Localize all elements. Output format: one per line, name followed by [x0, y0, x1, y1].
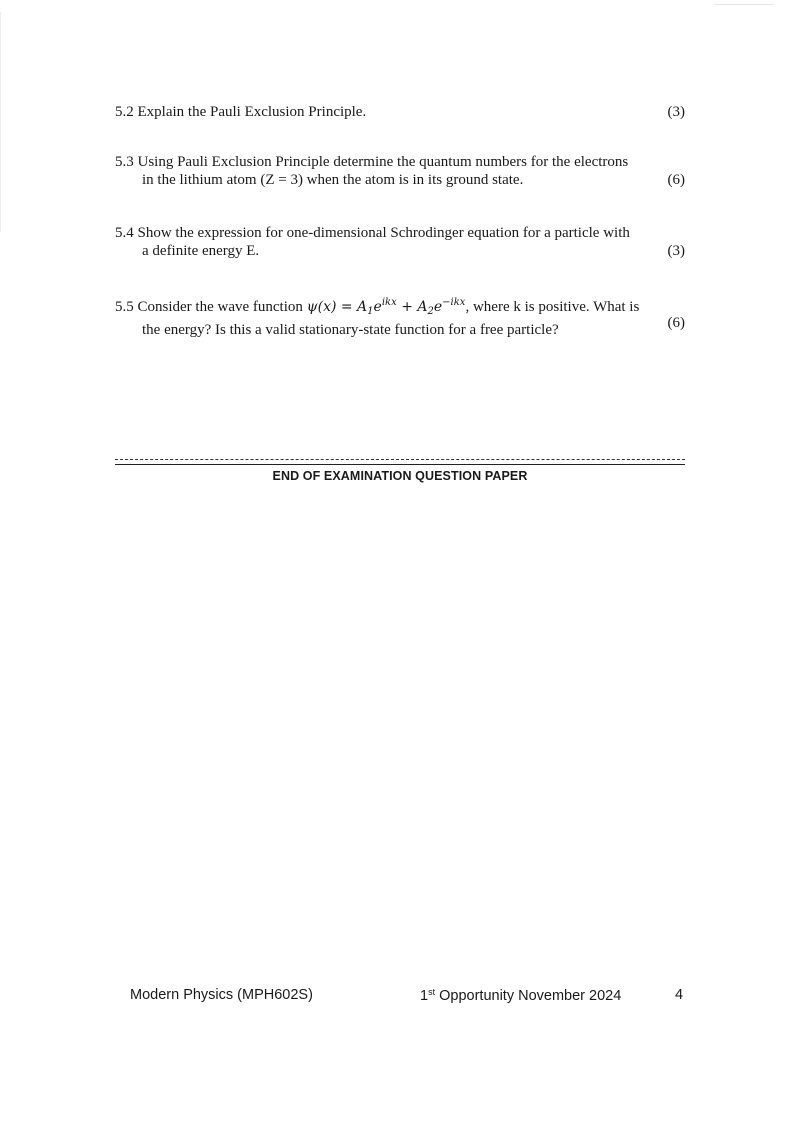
question-text: 5.5 Consider the wave function	[115, 299, 307, 315]
footer-ordinal-suffix: st	[428, 987, 436, 997]
question-line: 5.3 Using Pauli Exclusion Principle determine the quantum numbers for the electrons	[115, 154, 629, 170]
footer-ordinal: 1	[420, 988, 429, 1004]
question-5-3	[115, 153, 685, 189]
wave-function-equation: $\psi(x) = A_1e^{ikx} + A_2e^{-ikx}$	[306, 297, 466, 317]
footer-course: Modern Physics (MPH602S)	[130, 987, 313, 1003]
question-5-4	[115, 224, 685, 260]
question-text: , where k is positive. What is	[465, 299, 640, 315]
question-marks: (6)	[667, 172, 685, 188]
question-line	[115, 294, 685, 321]
question-line: the energy? Is this a valid stationary-state function for a free particle?	[142, 322, 559, 338]
question-line: in the lithium atom (Z = 3) when the atom is in its ground state.	[142, 172, 524, 188]
question-marks: (3)	[667, 243, 685, 259]
scan-edge	[0, 12, 1, 232]
question-line: 5.4 Show the expression for one-dimensional Schrodinger equation for a particle with	[115, 225, 630, 241]
question-5-5	[115, 294, 685, 339]
question-marks: (3)	[667, 104, 685, 120]
question-marks: (6)	[667, 315, 685, 331]
question-line: 5.2 Explain the Pauli Exclusion Principle.	[115, 104, 367, 120]
footer-opportunity	[420, 987, 621, 1004]
solid-divider	[115, 464, 685, 465]
scan-artifact	[714, 4, 774, 5]
question-5-2	[115, 103, 685, 121]
dashed-divider	[115, 459, 685, 460]
page-number: 4	[675, 987, 684, 1003]
footer-opportunity-text: Opportunity November 2024	[435, 988, 622, 1004]
question-line: a definite energy E.	[142, 243, 260, 259]
end-of-paper-label: END OF EXAMINATION QUESTION PAPER	[272, 469, 528, 483]
